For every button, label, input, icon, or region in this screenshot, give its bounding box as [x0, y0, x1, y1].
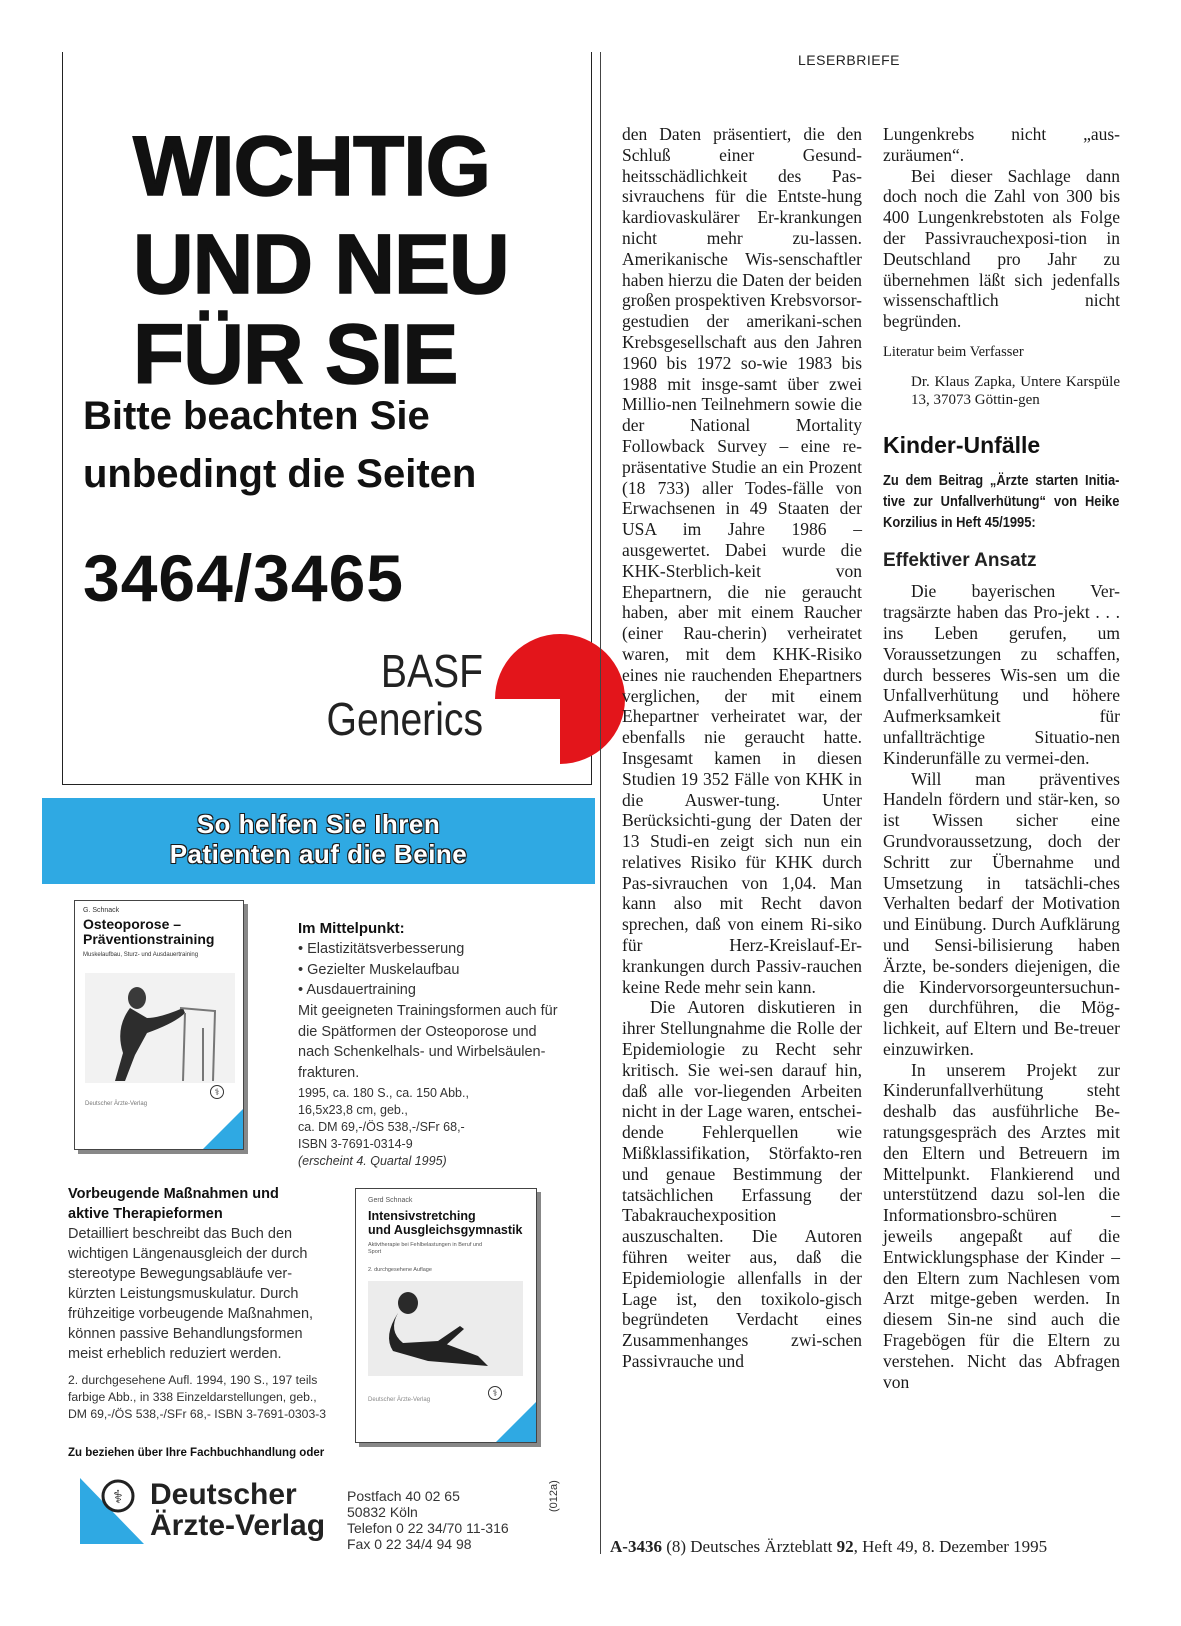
book1-detail-line: 16,5x23,8 cm, geb., [298, 1102, 408, 1117]
vorbeugend-heading-line2: aktive Therapieformen [68, 1206, 223, 1222]
ad-subline2: unbedingt die Seiten [83, 452, 477, 496]
book1-description [298, 918, 570, 1083]
address-line: Postfach 40 02 65 [347, 1488, 460, 1504]
book1-detail-line: (erscheint 4. Quartal 1995) [298, 1153, 447, 1168]
page-footer [610, 1537, 1047, 1557]
basf-logo-quarter-circle-icon [495, 634, 625, 764]
mittelpunkt-text: Mit geeigneten Trainingsformen auch für die Spätformen der Osteoporose und nach Schenkelhals- und Wirbelsäulen-frakturen. [298, 1003, 558, 1081]
mittelpunkt-item: • Ausdauertraining [298, 980, 570, 1001]
ad-headline-line1: WICHTIG [133, 119, 490, 213]
book1-detail-line: ISBN 3-7691-0314-9 [298, 1136, 413, 1151]
address-line: 50832 Köln [347, 1504, 418, 1521]
article-subheading: Effektiver Ansatz [883, 549, 1037, 571]
mittelpunkt-item: • Gezielter Muskelaufbau [298, 960, 570, 981]
section-label: LESERBRIEFE [798, 52, 900, 68]
article-heading: Kinder-Unfälle [883, 431, 1041, 458]
article-paragraph: den Daten präsentiert, die den Schluß einer Gesund-heitsschädlichkeit des Pas-sivrauchens für die Entste-hung kardiovaskulärer Er-krankungen nicht mehr zu-lassen. Amerikanische Wis-senschaftler haben hierzu die Daten der beiden großen prospektiven Krebsvorsor-gestudien der amerikani-schen Krebsgesellschaft aus den Jahren 1960 bis 1972 so-wie 1983 bis 1988 mit insge-samt über zwei Millio-nen Teilnehmern sowie die der National Mortality Followback Survey – eine re-präsentative Studie an ein Prozent (18 733) aller Todes-fälle von Erwachsenen in 49 Staaten der USA im Jahre 1986 – ausgewertet. Dabei wurde die KHK-Sterblich-keit von Ehepartnern, die nie geraucht haben, aber mit einem Raucher (einer Rau-cherin) verheiratet waren, mit dem KHK-Risiko eines nie rauchenden Ehepartners verglichen, der mit einem Ehepartner verheiratet war, der ebenfalls nie geraucht hatte. Insgesamt kamen in diesen Studien 19 352 Fälle von KHK in die Auswer-tung. Unter Berücksichti-gung der Daten der 13 Studi-en zeigt sich nun ein relatives Risiko für KHK durch Pas-sivrauchen von 1,04. Man kann also mit Recht davon sprechen, daß von einem Ri-siko für Herz-Kreislauf-Er-krankungen durch Passiv-rauchen keine Rede mehr sein kann. [622, 124, 862, 997]
svg-text:⚕: ⚕ [113, 1487, 123, 1508]
mittelpunkt-item: • Elastizitätsverbesserung [298, 939, 570, 960]
verlag-banner [42, 798, 595, 884]
ad-page-numbers: 3464/3465 [83, 541, 404, 615]
footer-volume: 92 [836, 1537, 854, 1556]
book1-publisher: Deutscher Ärzte-Verlag [85, 1101, 148, 1107]
column-divider [600, 52, 601, 1554]
dav-name-line1: Deutscher [150, 1478, 297, 1511]
book1-details [298, 1085, 558, 1169]
footer-page-number: A-3436 [610, 1537, 662, 1556]
article-column-2 [883, 124, 1120, 1392]
book2-title-line1: Intensivstretching [368, 1209, 476, 1223]
book2-corner-triangle-icon [496, 1402, 536, 1442]
ad-subline1: Bitte beachten Sie [83, 394, 430, 438]
article-paragraph: In unserem Projekt zur Kinderunfallverhütung steht deshalb das ausführliche Be-ratungsgespräch des Arztes mit den Eltern und Betreuern im Mittelpunkt. Flankierend und unterstützend dazu sol-len die Informationsbro-schüren – jeweils angepaßt auf die Entwicklungsphase der Kinder – den Eltern zum Nachlesen vom Arzt mitge-geben werden. In diesem Sin-ne sind auch die Fragebögen für die Eltern zu verstehen. Nicht das Abfragen von [883, 1059, 1120, 1392]
book2-title-line2: und Ausgleichsgymnastik [368, 1223, 523, 1238]
banner-line1: So helfen Sie Ihren [196, 809, 441, 839]
article-paragraph: Lungenkrebs nicht „aus-zuräumen“. [883, 124, 1120, 165]
basf-logo-line2: Generics [326, 693, 483, 746]
dav-name-line2: Ärzte-Verlag [150, 1508, 326, 1542]
book2-detail-line: farbige Abb., in 338 Einzeldarstellungen, geb., [68, 1390, 317, 1405]
article-paragraph: Die bayerischen Ver-tragsärzte haben das Pro-jekt . . . ins Leben gerufen, um Voraussetzungen zu schaffen, durch besseres Wis-sen um die Unfallverhütung und höhere Aufmerksamkeit für unfallträchtige Situatio-nen Kinderunfälle zu vermei-den. [883, 581, 1120, 768]
article-paragraph: Die Autoren diskutieren in ihrer Stellungnahme die Rolle der Epidemiologie zu Recht sehr kritisch. Sie wei-sen darauf hin, daß alle vor-liegenden Arbeiten nicht in der Lage waren, entschei-dende Fehlerquellen wie Mißklassifikation, Störfakto-ren und genaue Bestimmung der tatsächlichen Erfassung der Tabakrauchexposition auszuschalten. Die Autoren führen weiter aus, daß die Epidemiologie allenfalls in der Lage ist, den toxikolo-gisch begründeten Verdacht eines Zusammenhanges zwi-schen Passivrauche und [622, 997, 862, 1372]
book-cover-intensivstretching [355, 1188, 537, 1443]
banner-line2: Patienten auf die Beine [169, 839, 468, 869]
address-line: Fax 0 22 34/4 94 98 [347, 1536, 472, 1553]
order-note: Zu beziehen über Ihre Fachbuchhandlung oder [68, 1447, 325, 1459]
ad-headline-line3: FÜR SIE [133, 307, 458, 401]
address-line: Telefon 0 22 34/70 11-316 [347, 1520, 509, 1537]
book1-title-line2: Präventionstraining [83, 931, 215, 948]
article-intro: Zu dem Beitrag „Ärzte starten Initia-tive zur Unfallverhütung“ von Heike Korzilius in Heft 45/1995: [883, 471, 1120, 531]
basf-logo-line1: BASF [380, 645, 483, 697]
book2-publisher-emblem-icon: ⚕ [488, 1386, 502, 1400]
book2-photo-stretching [368, 1281, 523, 1376]
vorbeugend-text: Detailliert beschreibt das Buch den wichtigen Längenausgleich der durch stereotype Bewegungsabläufe ver-kürzten Leistungsmuskulatur. Durch frühzeitige vorbeugende Maßnahmen, können passive Behandlungsformen meist erheblich reduziert werden. [68, 1226, 314, 1362]
book2-author: Gerd Schnack [368, 1197, 413, 1204]
article-paragraph: Bei dieser Sachlage dann doch noch die Zahl von 300 bis 400 Lungenkrebstoten als Folge der Passivrauchexposi-tion in Deutschland pro Jahr zu übernehmen läßt sich jedenfalls wissenschaftlich nicht begründen. [883, 165, 1120, 332]
book2-subtitle: Aktivtherapie bei Fehlbelastungen in Beruf und Sport [368, 1242, 483, 1256]
deutscher-aerzte-verlag-logo-icon [80, 1478, 144, 1544]
article-column-1 [622, 124, 862, 1372]
book1-subtitle: Muskelaufbau, Sturz- und Ausdauertraining [83, 952, 199, 958]
book1-photo-exercise [85, 973, 235, 1083]
mittelpunkt-heading: Im Mittelpunkt: [298, 920, 405, 937]
book2-publisher: Deutscher Ärzte-Verlag [368, 1397, 431, 1403]
ad-code: (012a) [548, 1480, 560, 1512]
book1-corner-triangle-icon [203, 1109, 243, 1149]
author-signature: Dr. Klaus Zapka, Untere Karspüle 13, 37073 Göttin-gen [911, 373, 1120, 408]
book1-detail-line: 1995, ca. 180 S., ca. 150 Abb., [298, 1086, 469, 1100]
book1-title-line1: Osteoporose – [83, 916, 182, 932]
vorbeugend-heading-line1: Vorbeugende Maßnahmen und [68, 1186, 279, 1202]
basf-advertisement [62, 52, 592, 785]
article-paragraph: Will man präventives Handeln fördern und stär-ken, so ist Wissen sicher eine Grundvoraussetzung, doch der Schritt zur Übernahme und Umsetzung in tatsächli-ches Verhalten bedarf der Motivation und Einübung. Durch Aufklärung und Sensi-bilisierung haben Ärzte, be-sonders diejenigen, die die Kindervorsorgeuntersuchun-gen durchführen, die Mög-lichkeit, auf Eltern und Be-treuer einzuwirken. [883, 768, 1120, 1059]
basf-logo-text [322, 647, 484, 744]
book2-title [368, 1209, 522, 1238]
book2-edition: 2. durchgesehene Auflage [368, 1267, 432, 1273]
book2-description [68, 1184, 338, 1364]
book1-author: G. Schnack [83, 907, 120, 914]
footer-issue: , Heft 49, 8. Dezember 1995 [853, 1537, 1048, 1556]
book2-detail-line: 2. durchgesehene Aufl. 1994, 190 S., 197 teils [68, 1373, 318, 1387]
publisher-address [347, 1488, 509, 1552]
book2-detail-line: DM 69,-/ÖS 538,-/SFr 68,- ISBN 3-7691-0303-3 [68, 1407, 327, 1422]
footer-journal: (8) Deutsches Ärzteblatt [666, 1537, 833, 1556]
book-cover-osteoporose [74, 900, 244, 1150]
book1-title [83, 917, 214, 948]
book1-publisher-emblem-icon: ⚕ [210, 1085, 224, 1099]
deutscher-aerzte-verlag-name [150, 1480, 325, 1542]
literature-note: Literatur beim Verfasser [883, 343, 1024, 360]
ad-headline-line2: UND NEU [133, 217, 509, 311]
book1-detail-line: ca. DM 69,-/ÖS 538,-/SFr 68,- [298, 1119, 465, 1134]
book2-details [68, 1372, 343, 1423]
